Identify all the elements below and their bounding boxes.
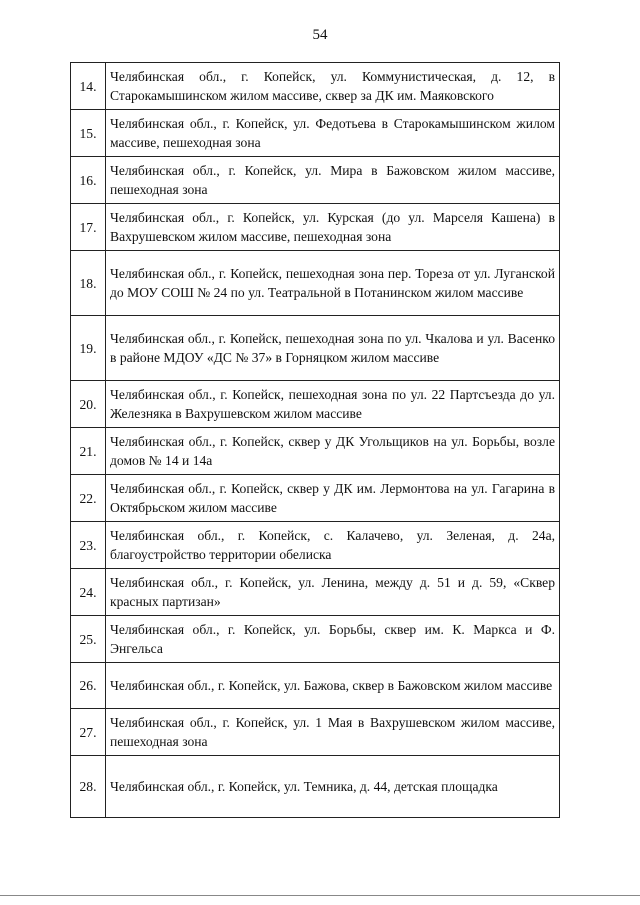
row-number: 24.: [71, 569, 106, 616]
row-number: 21.: [71, 428, 106, 475]
table-row: [71, 428, 560, 475]
table-row: [71, 157, 560, 204]
row-number: 15.: [71, 110, 106, 157]
page-bottom-rule: [0, 895, 640, 896]
row-address: Челябинская обл., г. Копейск, сквер у ДК Угольщиков на ул. Борьбы, возле домов № 14 и 14а: [106, 428, 560, 475]
row-address: Челябинская обл., г. Копейск, пешеходная зона по ул. 22 Партсъезда до ул. Железняка в Вахрушевском жилом массиве: [106, 381, 560, 428]
row-number: 23.: [71, 522, 106, 569]
table-row: [71, 381, 560, 428]
row-number: 20.: [71, 381, 106, 428]
row-number: 25.: [71, 616, 106, 663]
row-address: Челябинская обл., г. Копейск, ул. Курская (до ул. Марселя Кашена) в Вахрушевском жилом массиве, пешеходная зона: [106, 204, 560, 251]
table-row: [71, 110, 560, 157]
row-address: Челябинская обл., г. Копейск, ул. Темника, д. 44, детская площадка: [106, 756, 560, 818]
table-row: [71, 475, 560, 522]
row-address: Челябинская обл., г. Копейск, ул. Федотьева в Старокамышинском жилом массиве, пешеходная зона: [106, 110, 560, 157]
row-number: 26.: [71, 663, 106, 709]
row-number: 18.: [71, 251, 106, 316]
row-number: 19.: [71, 316, 106, 381]
row-address: Челябинская обл., г. Копейск, ул. Ленина, между д. 51 и д. 59, «Сквер красных партизан»: [106, 569, 560, 616]
row-number: 28.: [71, 756, 106, 818]
row-number: 22.: [71, 475, 106, 522]
table-row: [71, 756, 560, 818]
address-table: [70, 62, 560, 818]
row-number: 27.: [71, 709, 106, 756]
table-row: [71, 663, 560, 709]
row-address: Челябинская обл., г. Копейск, пешеходная зона пер. Тореза от ул. Луганской до МОУ СОШ № 24 по ул. Театральной в Потанинском жилом массиве: [106, 251, 560, 316]
row-number: 16.: [71, 157, 106, 204]
row-address: Челябинская обл., г. Копейск, ул. Борьбы, сквер им. К. Маркса и Ф. Энгельса: [106, 616, 560, 663]
row-address: Челябинская обл., г. Копейск, ул. Мира в Бажовском жилом массиве, пешеходная зона: [106, 157, 560, 204]
table-row: [71, 709, 560, 756]
table-row: [71, 204, 560, 251]
table-row: [71, 569, 560, 616]
table-row: [71, 316, 560, 381]
table-row: [71, 63, 560, 110]
row-address: Челябинская обл., г. Копейск, с. Калачево, ул. Зеленая, д. 24а, благоустройство территории обелиска: [106, 522, 560, 569]
page-number: 54: [312, 27, 328, 43]
row-address: Челябинская обл., г. Копейск, пешеходная зона по ул. Чкалова и ул. Васенко в районе МДОУ «ДС № 37» в Горняцком жилом массиве: [106, 316, 560, 381]
row-address: Челябинская обл., г. Копейск, сквер у ДК им. Лермонтова на ул. Гагарина в Октябрьском жилом массиве: [106, 475, 560, 522]
row-number: 14.: [71, 63, 106, 110]
row-address: Челябинская обл., г. Копейск, ул. Коммунистическая, д. 12, в Старокамышинском жилом массиве, сквер за ДК им. Маяковского: [106, 63, 560, 110]
table-row: [71, 616, 560, 663]
row-number: 17.: [71, 204, 106, 251]
table-row: [71, 522, 560, 569]
row-address: Челябинская обл., г. Копейск, ул. 1 Мая в Вахрушевском жилом массиве, пешеходная зона: [106, 709, 560, 756]
table-row: [71, 251, 560, 316]
row-address: Челябинская обл., г. Копейск, ул. Бажова, сквер в Бажовском жилом массиве: [106, 663, 560, 709]
